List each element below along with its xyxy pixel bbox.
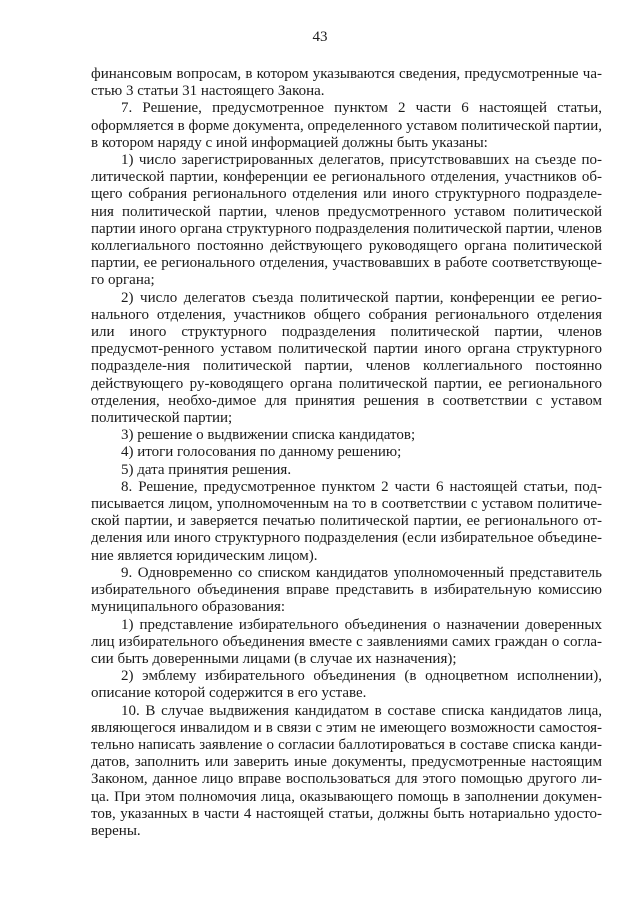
paragraph-subitem-7-1: 1) число зарегистрированных делегатов, присутствовавших на съезде по-литической партии, конференции ее регионального отделения, участников об-щего собрания регионального отделения или иного структурного подразделе-ния политической партии, членов предусмотренного уставом политической партии иного органа структурного подразделения политической партии, членов коллегиального постоянно действующего руководящего органа политической партии, ее регионального отделения, участвовавших в работе соответствующе-го органа;: [91, 152, 602, 289]
page-number: 43: [312, 29, 328, 45]
paragraph-subitem-7-2: 2) число делегатов съезда политической партии, конференции ее регио-нального отделения, участников общего собрания регионального отделения или иного структурного подразделения политической партии, членов предусмот-ренного уставом политической партии иного органа структурного подразделе-ния политической партии, членов коллегиального постоянно действующего ру-ководящего органа политической партии, ее регионального отделения, необхо-димое для принятия решения в соответствии с уставом политической партии;: [91, 289, 602, 427]
paragraph-item-10: 10. В случае выдвижения кандидатом в составе списка кандидатов лица, являющегося инвалидом и в связи с этим не имеющего возможности самостоя-тельно написать заявление о согласии баллотироваться в составе списка канди-датов, заполнить или заверить иные документы, предусмотренные настоящим Законом, данное лицо вправе воспользоваться для этого помощью другого ли-ца. При этом полномочия лица, оказывающего помощь в заполнении докумен-тов, указанных в части 4 настоящей статьи, должны быть нотариально удосто-верены.: [91, 702, 602, 839]
paragraph-subitem-7-5: 5) дата принятия решения.: [121, 461, 292, 478]
paragraph-item-7: 7. Решение, предусмотренное пунктом 2 части 6 настоящей статьи, оформляется в форме документа, определенного уставом политической партии, в котором наряду с иной информацией должны быть указаны:: [91, 100, 602, 151]
paragraph-subitem-7-3: 3) решение о выдвижении списка кандидатов;: [121, 427, 416, 444]
paragraph-subitem-9-1: 1) представление избирательного объединения о назначении доверенных лиц избирательного объединения вместе с заявлениями самих граждан о согла-сии быть доверенными лицами (в случае их назначения);: [91, 616, 602, 667]
paragraph-subitem-9-2: 2) эмблему избирательного объединения (в одноцветном исполнении), описание которой содержится в его уставе.: [91, 668, 602, 702]
paragraph-continuation: финансовым вопросам, в котором указываются сведения, предусмотренные ча-стью 3 статьи 31 настоящего Закона.: [91, 66, 602, 100]
paragraph-item-8: 8. Решение, предусмотренное пунктом 2 части 6 настоящей статьи, под-писывается лицом, уполномоченным на то в соответствии с уставом политиче-ской партии, и заверяется печатью политической партии, ее регионального от-деления или иного структурного подразделения (если избирательное объедине-ние является юридическим лицом).: [91, 478, 602, 564]
paragraph-item-9: 9. Одновременно со списком кандидатов уполномоченный представитель избирательного объединения вправе представить в избирательную комиссию муниципального образования:: [91, 564, 602, 616]
document-body: [91, 66, 602, 840]
paragraph-subitem-7-4: 4) итоги голосования по данному решению;: [121, 444, 402, 461]
